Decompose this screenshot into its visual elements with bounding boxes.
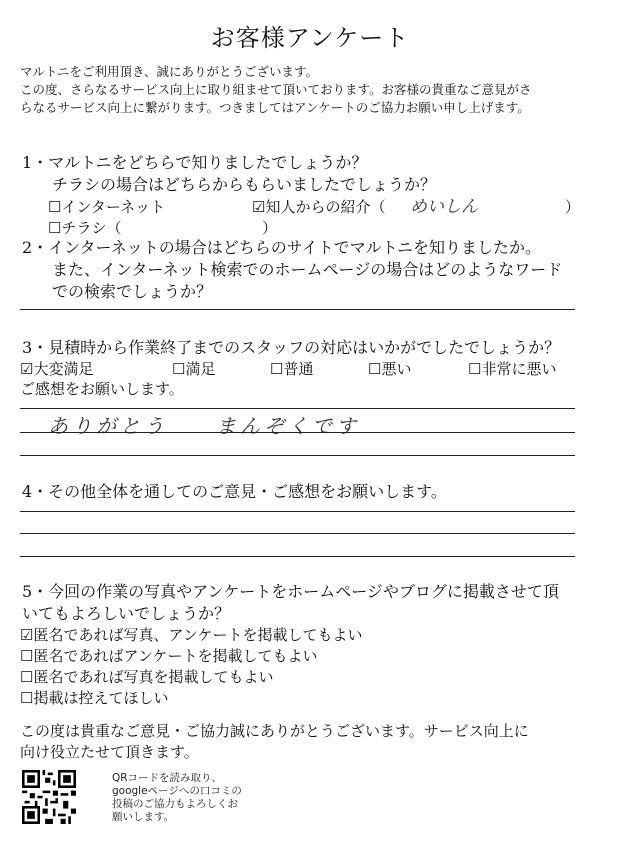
answer-line (20, 408, 575, 409)
closing-line: この度は貴重なご意見・ご協力誠にありがとうございます。サービス向上に (20, 722, 529, 740)
q1-subquestion: チラシの場合はどちらからもらいましたでしょうか？ (52, 175, 437, 194)
q3-option-very-bad[interactable]: ☐非常に悪い (468, 360, 557, 378)
answer-line (20, 556, 575, 557)
q3-option-very-satisfied[interactable]: ☑大変満足 (20, 360, 94, 378)
q5-option[interactable]: ☐匿名であれば写真を掲載してもよい (20, 668, 274, 686)
q4-question: 4・その他全体を通してのご意見・ご感想をお願いします。 (22, 482, 447, 501)
qr-instructions: QRコードを読み取り、 googleページへの口コミの 投稿のご協力もよろしくお 願いします。 (112, 772, 242, 823)
q3-prompt: ご感想をお願いします。 (20, 380, 184, 398)
q2-question: 2・インターネットの場合はどちらのサイトでマルトニを知りましたか。 (22, 238, 541, 257)
q5-option[interactable]: ☐匿名であればアンケートを掲載してもよい (20, 647, 318, 665)
q2-question: での検索でしょうか？ (52, 282, 213, 301)
q3-question: 3・見積時から作業終了までのスタッフの対応はいかがでしたでしょうか？ (22, 338, 561, 357)
q3-handwritten-answer: ありがとう まんぞくです (48, 414, 360, 438)
q1-option-referral[interactable]: ☑知人からの紹介（ (252, 198, 386, 216)
qr-code[interactable] (22, 770, 76, 824)
answer-line (20, 309, 575, 310)
q5-question: 5・今回の作業の写真やアンケートをホームページやブログに掲載させて頂 (22, 582, 559, 601)
q5-option[interactable]: ☑匿名であれば写真、アンケートを掲載してもよい (20, 626, 363, 644)
q3-option-normal[interactable]: ☐普通 (270, 360, 314, 378)
intro-line: らなるサービス向上に繋がります。つきましてはアンケートのご協力お願い申し上げます。 (20, 100, 530, 115)
q3-option-bad[interactable]: ☐悪い (368, 360, 412, 378)
q1-paren-close: ） (262, 219, 278, 237)
answer-line (20, 455, 575, 456)
q1-paren-close: ） (565, 198, 581, 216)
q1-question: 1・マルトニをどちらで知りましたでしょうか？ (22, 153, 368, 172)
answer-line (20, 511, 575, 512)
answer-line (20, 432, 575, 433)
q3-option-satisfied[interactable]: ☐満足 (172, 360, 216, 378)
page-title: お客様アンケート (210, 24, 410, 52)
q5-option[interactable]: ☐掲載は控えてほしい (20, 689, 169, 707)
q1-option-internet[interactable]: ☐インターネット (48, 198, 166, 216)
answer-line (20, 533, 575, 534)
q1-handwritten-answer: めいしん (410, 197, 478, 217)
closing-line: 向け役立たせて頂きます。 (20, 743, 199, 761)
q2-question: また、インターネット検索でのホームページの場合はどのようなワード (52, 260, 563, 279)
q1-option-flyer[interactable]: ☐チラシ（ (48, 219, 122, 237)
intro-line: マルトニをご利用頂き、誠にありがとうございます。 (20, 64, 319, 79)
intro-line: この度、さらなるサービス向上に取り組ませて頂いております。お客様の貴重なご意見がさ (20, 82, 532, 97)
q5-question: いてもよろしいでしょうか？ (22, 604, 231, 623)
